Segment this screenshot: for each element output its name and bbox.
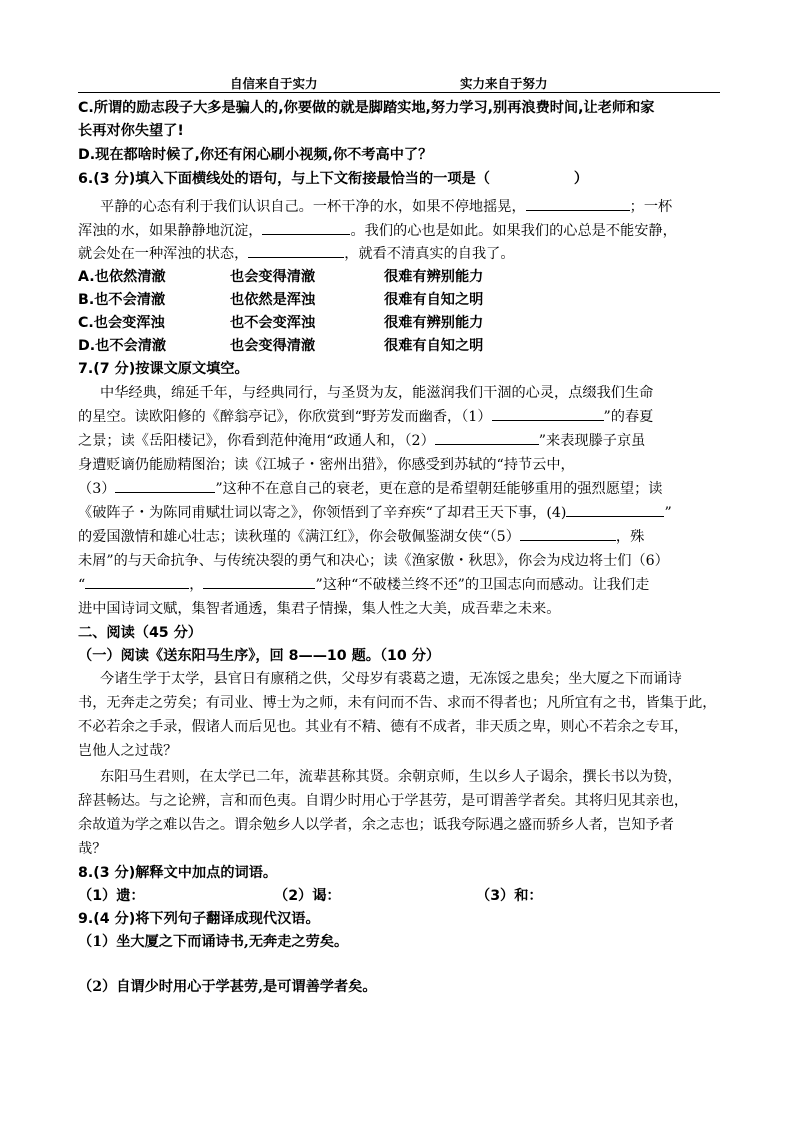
q6-option-a-3: 很难有辨别能力 — [384, 269, 484, 285]
q7-text: 之景；读《岳阳楼记》，你看到范仲淹用“政通人和，（2） — [78, 433, 435, 449]
q7-blank-1 — [492, 406, 604, 421]
passage-p2-line4: 哉？ — [78, 841, 107, 857]
q6-text: 就会处在一种浑浊的状态， — [78, 246, 249, 262]
q5-option-c-line1: C.所谓的励志段子大多是骗人的,你要做的就是脚踏实地,努力学习,别再浪费时间,让老师和家 — [78, 100, 655, 116]
q6-passage-line3 — [78, 243, 515, 265]
q6-option-d-2: 也会变得清澈 — [230, 338, 316, 354]
q7-text: ”的春夏 — [603, 409, 654, 425]
passage-p1-line4: 岂他人之过哉？ — [78, 743, 178, 759]
q7-blank-5 — [520, 526, 616, 541]
q7-line5 — [78, 478, 662, 500]
q7-text: ”这种“不破楼兰终不还”的卫国志向而感动。让我们走 — [315, 577, 650, 593]
q8-item-2: （2）谒： — [274, 888, 341, 904]
q6-option-c-3: 很难有辨别能力 — [384, 315, 484, 331]
q7-line4: 身遭贬谪仍能励精图治；读《江城子・密州出猎》，你感受到苏轼的“持节云中， — [78, 457, 575, 473]
q7-line10: 进中国诗词文赋，集智者通透，集君子情操，集人性之大美，成吾辈之未来。 — [78, 601, 561, 617]
q7-stem: 7.(7 分)按课文原文填空。 — [78, 361, 249, 377]
q6-option-a-1: A.也依然清澈 — [78, 269, 166, 285]
q7-line6 — [78, 502, 672, 524]
passage-p2-line2: 辞甚畅达。与之论辨，言和而色夷。自谓少时用心于学甚劳，是可谓善学者矣。其将归见其亲也， — [78, 793, 689, 809]
passage-p1-line3: 不必若余之手录，假诸人而后见也。其业有不精、德有不成者，非天质之卑，则心不若余之专耳， — [78, 719, 689, 735]
q7-blank-4 — [566, 502, 664, 517]
q7-line1: 中华经典，绵延千年，与经典同行，与圣贤为友，能滋润我们干涸的心灵，点缀我们生命 — [100, 385, 654, 401]
q7-text: ，殊 — [615, 529, 645, 545]
header-motto-right: 实力来自于努力 — [460, 76, 548, 91]
q9-stem: 9.(4 分)将下列句子翻译成现代汉语。 — [78, 911, 320, 927]
q7-blank-2 — [435, 430, 539, 445]
q6-option-b-1: B.也不会清澈 — [78, 292, 166, 308]
q9-sentence-1: （1）坐大厦之下而诵诗书,无奔走之劳矣。 — [78, 934, 349, 950]
q7-text: “ — [78, 577, 86, 593]
q6-blank-3 — [248, 243, 344, 258]
q7-line3 — [78, 430, 645, 452]
page-header — [78, 74, 720, 93]
q6-option-a-2: 也会变得清澈 — [230, 269, 316, 285]
q7-blank-3 — [115, 478, 215, 493]
reading-subsection-title: （一）阅读《送东阳马生序》，回 8——10 题。（10 分） — [78, 648, 441, 664]
q7-text: 的爱国激情和雄心壮志；读秋瑾的《满江红》，你会敬佩鉴湖女侠“（5） — [78, 529, 520, 545]
q7-text: （3） — [78, 481, 116, 497]
q7-text: 《破阵子・为陈同甫赋壮词以寄之》，你领悟到了辛弃疾“了却君王天下事，(4) — [78, 505, 567, 521]
q6-option-c-2: 也不会变浑浊 — [230, 315, 316, 331]
q7-blank-6b — [203, 574, 315, 589]
q6-passage-line2 — [78, 220, 677, 242]
q6-option-d-1: D.也不会清澈 — [78, 338, 167, 354]
q7-line7 — [78, 526, 644, 548]
q6-text: 平静的心态有利于我们认识自己。一杯干净的水，如果不停地摇晃， — [100, 199, 526, 215]
q6-text: ，就看不清真实的自我了。 — [344, 246, 515, 262]
q6-option-b-3: 很难有自知之明 — [384, 292, 484, 308]
q8-stem: 8.(3 分)解释文中加点的词语。 — [78, 865, 278, 881]
q7-text: ” — [664, 505, 672, 521]
q9-sentence-2: （2）自谓少时用心于学甚劳,是可谓善学者矣。 — [78, 979, 377, 995]
header-motto-left: 自信来自于实力 — [230, 76, 318, 91]
q7-line2 — [78, 406, 653, 428]
passage-p1-line1: 今诸生学于太学，县官日有廪稍之供，父母岁有裘葛之遗，无冻馁之患矣；坐大厦之下而诵诗 — [100, 671, 682, 687]
passage-p1-line2: 书，无奔走之劳矣；有司业、博士为之师，未有问而不告、求而不得者也；凡所宜有之书，皆集于此， — [78, 695, 717, 711]
q6-text: ；一杯 — [629, 199, 673, 215]
q8-item-1: （1）遗： — [78, 888, 145, 904]
q7-text: ”这种不在意自己的衰老，更在意的是希望朝廷能够重用的强烈愿望；读 — [215, 481, 663, 497]
q7-line8: 未屑”的与天命抗争、与传统决裂的勇气和决心；读《渔家傲・秋思》，你会为戍边将士们（6） — [78, 553, 669, 569]
q8-item-3: （3）和： — [476, 888, 543, 904]
q6-blank-2 — [262, 220, 350, 235]
q7-line9 — [78, 574, 649, 596]
q5-option-c-line2: 长再对你失望了! — [78, 123, 184, 139]
passage-p2-line3: 余故道为学之难以告之。谓余勉乡人以学者，余之志也；诋我夸际遇之盛而骄乡人者，岂知予者 — [78, 817, 674, 833]
q6-text: 。我们的心也是如此。如果我们的心总是不能安静， — [350, 223, 677, 239]
q6-option-c-1: C.也会变浑浊 — [78, 315, 165, 331]
q6-passage-line1 — [100, 196, 672, 218]
q7-text: ”来表现滕子京虽 — [538, 433, 646, 449]
reading-section-title: 二、阅读（45 分） — [78, 625, 202, 641]
q6-stem-text: 6.(3 分)填入下面横线处的语句，与上下文衔接最恰当的一项是（ — [78, 171, 490, 187]
q6-option-b-2: 也依然是浑浊 — [230, 292, 316, 308]
q5-option-d: D.现在都啥时候了,你还有闲心刷小视频,你不考高中了？ — [78, 147, 433, 163]
q7-blank-6a — [85, 574, 189, 589]
q6-option-d-3: 很难有自知之明 — [384, 338, 484, 354]
q6-stem — [78, 168, 588, 190]
q6-stem-close: ） — [573, 171, 589, 187]
passage-p2-line1: 东阳马生君则，在太学已二年，流辈甚称其贤。余朝京师，生以乡人子谒余，撰长书以为贽， — [100, 769, 682, 785]
q7-text: 的星空。读欧阳修的《醉翁亭记》，你欣赏到“野芳发而幽香，（1） — [78, 409, 492, 425]
q7-text: ， — [189, 577, 204, 593]
q6-blank-1 — [526, 196, 630, 211]
q6-text: 浑浊的水，如果静静地沉淀， — [78, 223, 263, 239]
